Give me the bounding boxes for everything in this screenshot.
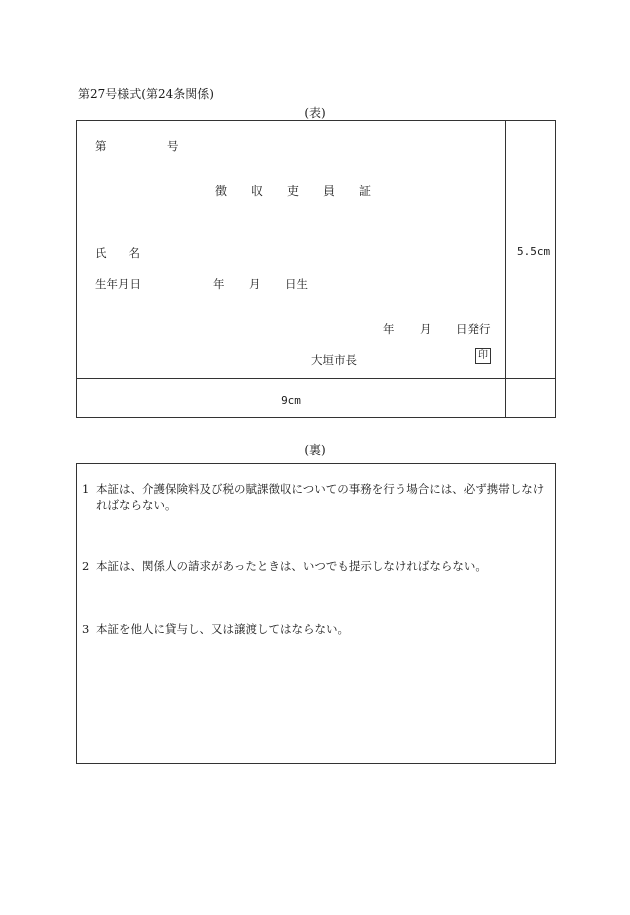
note-text: 本証は、関係人の請求があったときは、いつでも提示しなければならない。 xyxy=(96,559,487,573)
number-prefix: 第 xyxy=(95,139,107,153)
birth-year-unit: 年 xyxy=(213,277,225,291)
note-text: 本証は、介護保険料及び税の賦課徴収についての事務を行う場合には、必ず携帯しなければならない。 xyxy=(96,482,545,512)
birth-month-unit: 月 xyxy=(249,277,261,291)
back-side-label: (裏) xyxy=(304,443,326,457)
dimension-divider-vertical xyxy=(505,121,506,417)
birth-day-unit: 日生 xyxy=(285,277,308,291)
birth-date-label: 生年月日 xyxy=(95,277,141,291)
note-text: 本証を他人に貸与し、又は譲渡してはならない。 xyxy=(96,622,349,636)
height-dimension: 5.5cm xyxy=(517,245,551,258)
note-number: 3 xyxy=(82,622,90,636)
note-number: 1 xyxy=(82,482,90,496)
note-item xyxy=(82,481,550,513)
issue-month-unit: 月 xyxy=(420,322,432,336)
issuer-mayor: 大垣市長 xyxy=(311,353,357,367)
certificate-back-card xyxy=(76,463,556,764)
issue-year-unit: 年 xyxy=(383,322,395,336)
issue-day-unit: 日発行 xyxy=(456,322,491,336)
note-number: 2 xyxy=(82,559,90,573)
form-title: 第27号様式(第24条関係) xyxy=(78,87,214,101)
name-label: 氏名 xyxy=(95,246,162,260)
number-suffix: 号 xyxy=(167,139,179,153)
certificate-front-card xyxy=(76,120,556,418)
dimension-divider-horizontal xyxy=(77,378,555,379)
width-dimension: 9cm xyxy=(281,394,301,407)
seal-icon: 印 xyxy=(475,348,491,364)
note-item xyxy=(82,621,550,637)
front-side-label: (表) xyxy=(304,106,326,120)
note-item xyxy=(82,558,550,574)
certificate-title: 徴収吏員証 xyxy=(215,184,396,198)
